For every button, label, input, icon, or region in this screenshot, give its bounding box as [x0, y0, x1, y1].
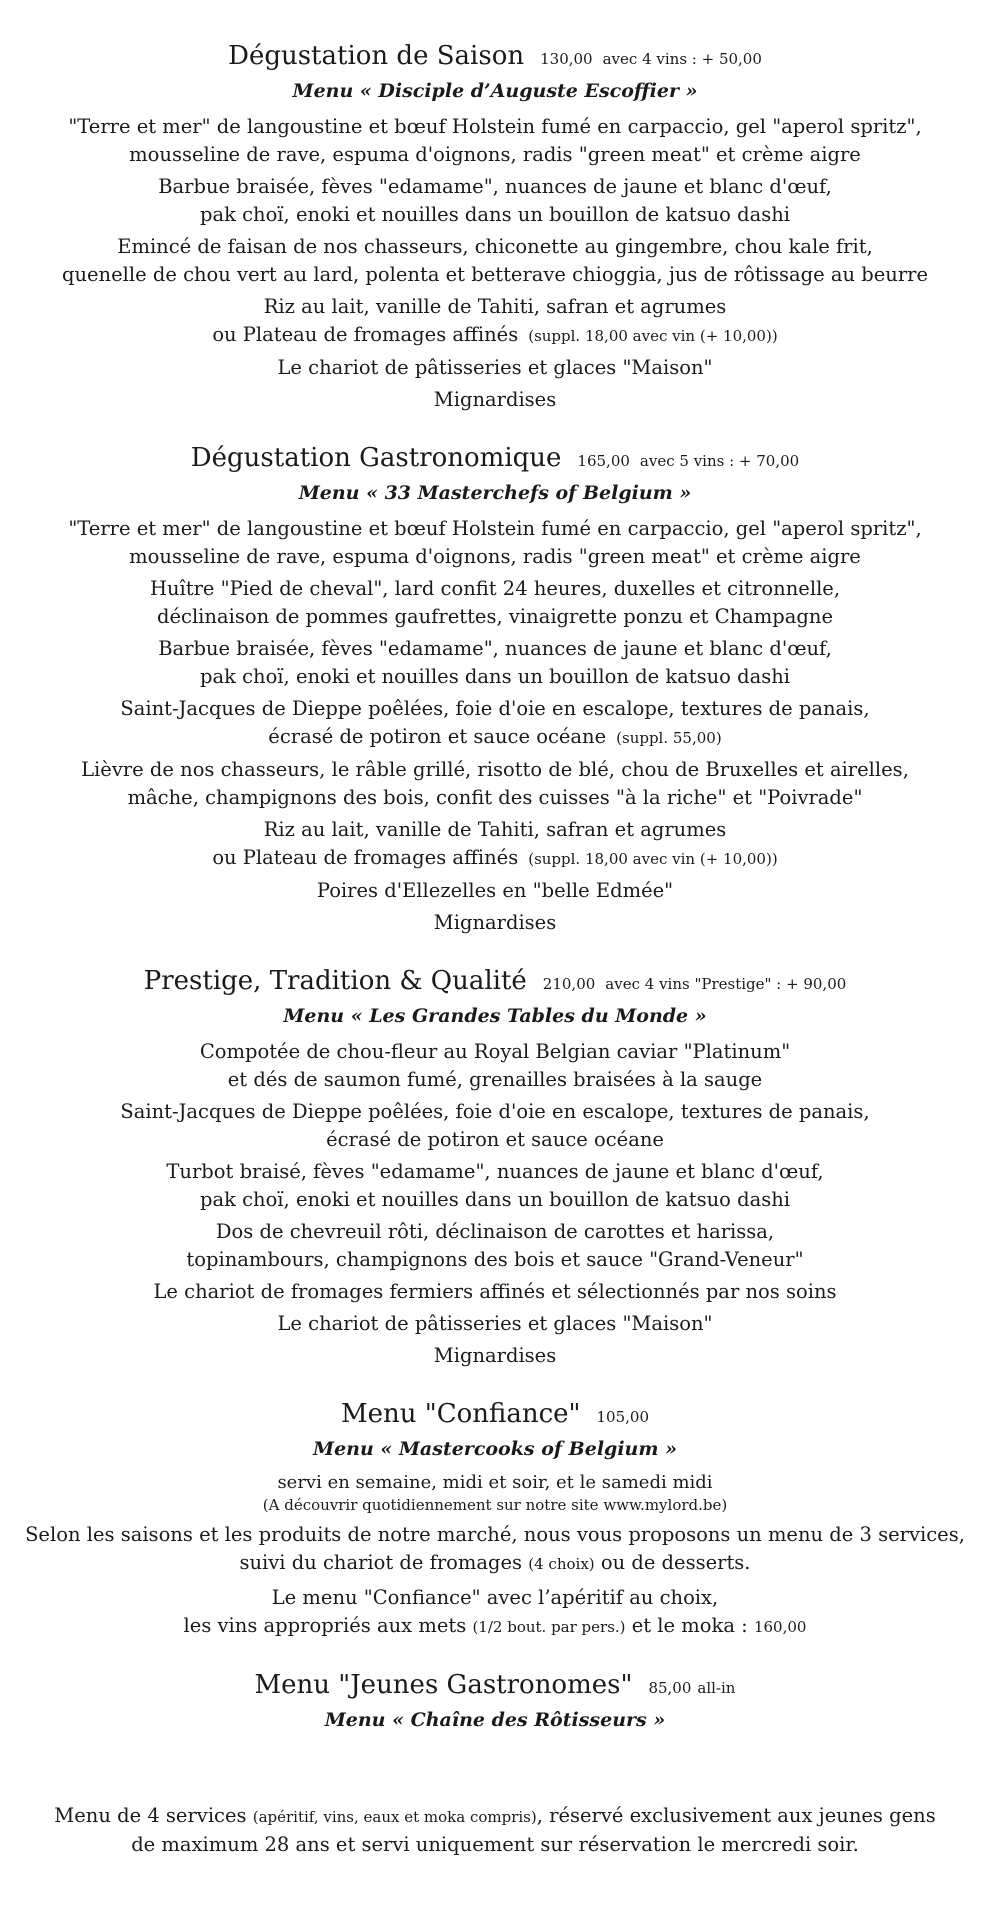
text: Menu de 4 services	[54, 1804, 247, 1827]
course-line	[0, 1246, 990, 1274]
choice-count: (4 choix)	[528, 1555, 595, 1573]
course-line	[0, 1310, 990, 1338]
course-text: Riz au lait, vanille de Tahiti, safran et agrumes	[263, 818, 727, 841]
course-line	[0, 784, 990, 812]
menu-price: 210,00	[542, 975, 596, 993]
wine-pairing-line2	[0, 1612, 990, 1641]
tasting-menus	[0, 38, 990, 1370]
course-text: quenelle de chou vert au lard, polenta et betterave chioggia, jus de rôtissage au beurre	[61, 263, 929, 286]
menu-header	[0, 440, 990, 479]
wine-pairing-line1: Le menu "Confiance" avec l’apéritif au choix,	[271, 1586, 719, 1609]
course-line	[0, 1066, 990, 1094]
served-times: servi en semaine, midi et soir, et le samedi midi	[277, 1472, 713, 1493]
course-line	[0, 354, 990, 382]
course-line	[0, 321, 990, 350]
menu-subtitle: Menu « Mastercooks of Belgium »	[313, 1438, 677, 1460]
course-line	[0, 844, 990, 873]
menu-subtitle: Menu « 33 Masterchefs of Belgium »	[298, 482, 692, 504]
menu-title: Menu "Jeunes Gastronomes"	[254, 1670, 633, 1700]
menu-price: 165,00	[577, 452, 630, 470]
course-text: Barbue braisée, fèves "edamame", nuances de jaune et blanc d'œuf,	[158, 175, 832, 198]
wine-price: 160,00	[753, 1618, 807, 1636]
course	[0, 1098, 990, 1154]
course-text: écrasé de potiron et sauce océane	[326, 1128, 664, 1151]
course-line	[0, 575, 990, 603]
menu-title: Dégustation Gastronomique	[190, 443, 562, 473]
text: et le moka :	[631, 1614, 748, 1637]
course	[0, 575, 990, 631]
course	[0, 113, 990, 169]
course-text: Le chariot de pâtisseries et glaces "Maison"	[277, 356, 713, 379]
menu-price: 130,00	[540, 50, 593, 68]
confiance-description-line1: Selon les saisons et les produits de notre marché, nous vous proposons un menu de 3 services,	[25, 1523, 965, 1546]
menu-header	[0, 38, 990, 77]
course	[0, 816, 990, 873]
menu-price: 105,00	[596, 1408, 649, 1426]
course-text: Saint-Jacques de Dieppe poêlées, foie d'oie en escalope, textures de panais,	[120, 1100, 870, 1123]
menu-title: Dégustation de Saison	[228, 41, 525, 71]
course-line	[0, 1038, 990, 1066]
course-line	[0, 1126, 990, 1154]
course	[0, 515, 990, 571]
course-text: Emincé de faisan de nos chasseurs, chiconette au gingembre, chou kale frit,	[117, 235, 873, 258]
course	[0, 233, 990, 289]
menu-subtitle: Menu « Disciple d’Auguste Escoffier »	[292, 80, 698, 102]
course-line	[0, 1158, 990, 1186]
course	[0, 909, 990, 937]
supplement-note: (suppl. 18,00 avec vin (+ 10,00))	[528, 850, 778, 868]
menu-section	[0, 440, 990, 937]
course-text: Le chariot de fromages fermiers affinés et sélectionnés par nos soins	[153, 1280, 837, 1303]
bottle-note: (1/2 bout. par pers.)	[472, 1618, 626, 1636]
menu-title: Prestige, Tradition & Qualité	[143, 966, 527, 996]
menu-header	[0, 1667, 990, 1706]
course-text: Dos de chevreuil rôti, déclinaison de carottes et harissa,	[215, 1220, 775, 1243]
course-text: Huître "Pied de cheval", lard confit 24 heures, duxelles et citronnelle,	[149, 577, 841, 600]
menu-price: 85,00	[648, 1679, 692, 1697]
supplement-note: (suppl. 18,00 avec vin (+ 10,00))	[528, 327, 778, 345]
course-line	[0, 1218, 990, 1246]
course-text: Mignardises	[433, 911, 557, 934]
course	[0, 695, 990, 752]
course-line	[0, 386, 990, 414]
all-in-label: all-in	[697, 1679, 736, 1697]
course-line	[0, 543, 990, 571]
course-line	[0, 1186, 990, 1214]
text: ou de desserts.	[600, 1551, 751, 1574]
course-text: et dés de saumon fumé, grenailles braisées à la sauge	[227, 1068, 763, 1091]
course-text: mousseline de rave, espuma d'oignons, radis "green meat" et crème aigre	[129, 545, 861, 568]
course-text: déclinaison de pommes gaufrettes, vinaigrette ponzu et Champagne	[157, 605, 833, 628]
course-line	[0, 1278, 990, 1306]
course-line	[0, 173, 990, 201]
course-text: ou Plateau de fromages affinés	[212, 846, 519, 869]
text: les vins appropriés aux mets	[183, 1614, 467, 1637]
course	[0, 293, 990, 350]
course-text: pak choï, enoki et nouilles dans un bouillon de katsuo dashi	[199, 665, 791, 688]
course-text: topinambours, champignons des bois et sauce "Grand-Veneur"	[186, 1248, 804, 1271]
website-note: (A découvrir quotidiennement sur notre site www.mylord.be)	[262, 1496, 728, 1514]
course-text: Poires d'Ellezelles en "belle Edmée"	[316, 879, 674, 902]
menu-section	[0, 963, 990, 1370]
course-text: écrasé de potiron et sauce océane	[268, 725, 607, 748]
course-text: ou Plateau de fromages affinés	[212, 323, 519, 346]
included-note: (apéritif, vins, eaux et moka compris)	[252, 1808, 537, 1826]
course-line	[0, 113, 990, 141]
menu-subtitle: Menu « Les Grandes Tables du Monde »	[283, 1005, 707, 1027]
course-text: mousseline de rave, espuma d'oignons, radis "green meat" et crème aigre	[129, 143, 861, 166]
course-text: Mignardises	[433, 1344, 557, 1367]
course-line	[0, 261, 990, 289]
wine-pairing-price: avec 5 vins : + 70,00	[639, 452, 800, 470]
menu-section	[0, 38, 990, 414]
course-line	[0, 1098, 990, 1126]
course	[0, 386, 990, 414]
course	[0, 756, 990, 812]
menu-subtitle: Menu « Chaîne des Rôtisseurs »	[324, 1709, 666, 1731]
course-line	[0, 695, 990, 723]
course-text: Compotée de chou-fleur au Royal Belgian caviar "Platinum"	[199, 1040, 791, 1063]
course-line	[0, 293, 990, 321]
text: suivi du chariot de fromages	[239, 1551, 523, 1574]
menu-jeunes-gastronomes	[0, 1667, 990, 1859]
menu-header	[0, 1396, 990, 1435]
course	[0, 1310, 990, 1338]
jeunes-description-line1	[0, 1802, 990, 1831]
course-line	[0, 756, 990, 784]
course-line	[0, 603, 990, 631]
course-text: Saint-Jacques de Dieppe poêlées, foie d'oie en escalope, textures de panais,	[120, 697, 870, 720]
course-line	[0, 723, 990, 752]
course-text: "Terre et mer" de langoustine et bœuf Holstein fumé en carpaccio, gel "aperol spritz",	[68, 115, 922, 138]
course-line	[0, 1342, 990, 1370]
menu-header	[0, 963, 990, 1002]
confiance-description-line2	[0, 1549, 990, 1578]
course	[0, 1218, 990, 1274]
course-text: pak choï, enoki et nouilles dans un bouillon de katsuo dashi	[199, 1188, 791, 1211]
course	[0, 635, 990, 691]
course	[0, 1038, 990, 1094]
course	[0, 354, 990, 382]
course-text: pak choï, enoki et nouilles dans un bouillon de katsuo dashi	[199, 203, 791, 226]
wine-pairing-price: avec 4 vins "Prestige" : + 90,00	[605, 975, 847, 993]
course	[0, 1158, 990, 1214]
menu-title: Menu "Confiance"	[340, 1399, 581, 1429]
jeunes-description-line2: de maximum 28 ans et servi uniquement sur réservation le mercredi soir.	[131, 1833, 859, 1856]
text: , réservé exclusivement aux jeunes gens	[536, 1804, 936, 1827]
course	[0, 1278, 990, 1306]
course-line	[0, 141, 990, 169]
course-line	[0, 663, 990, 691]
course-line	[0, 233, 990, 261]
course-line	[0, 515, 990, 543]
supplement-note: (suppl. 55,00)	[616, 729, 722, 747]
course-line	[0, 201, 990, 229]
course-text: "Terre et mer" de langoustine et bœuf Holstein fumé en carpaccio, gel "aperol spritz",	[68, 517, 922, 540]
course	[0, 173, 990, 229]
course	[0, 1342, 990, 1370]
course-text: Turbot braisé, fèves "edamame", nuances de jaune et blanc d'œuf,	[166, 1160, 824, 1183]
course-line	[0, 816, 990, 844]
course-text: Mignardises	[433, 388, 557, 411]
course-line	[0, 909, 990, 937]
course-text: Riz au lait, vanille de Tahiti, safran et agrumes	[263, 295, 727, 318]
course-text: Barbue braisée, fèves "edamame", nuances de jaune et blanc d'œuf,	[158, 637, 832, 660]
menu-confiance	[0, 1396, 990, 1641]
wine-pairing-price: avec 4 vins : + 50,00	[602, 50, 762, 68]
course-text: Le chariot de pâtisseries et glaces "Maison"	[277, 1312, 713, 1335]
course-line	[0, 635, 990, 663]
course-line	[0, 877, 990, 905]
course	[0, 877, 990, 905]
course-text: Lièvre de nos chasseurs, le râble grillé, risotto de blé, chou de Bruxelles et airelles,	[81, 758, 909, 781]
course-text: mâche, champignons des bois, confit des cuisses "à la riche" et "Poivrade"	[127, 786, 863, 809]
